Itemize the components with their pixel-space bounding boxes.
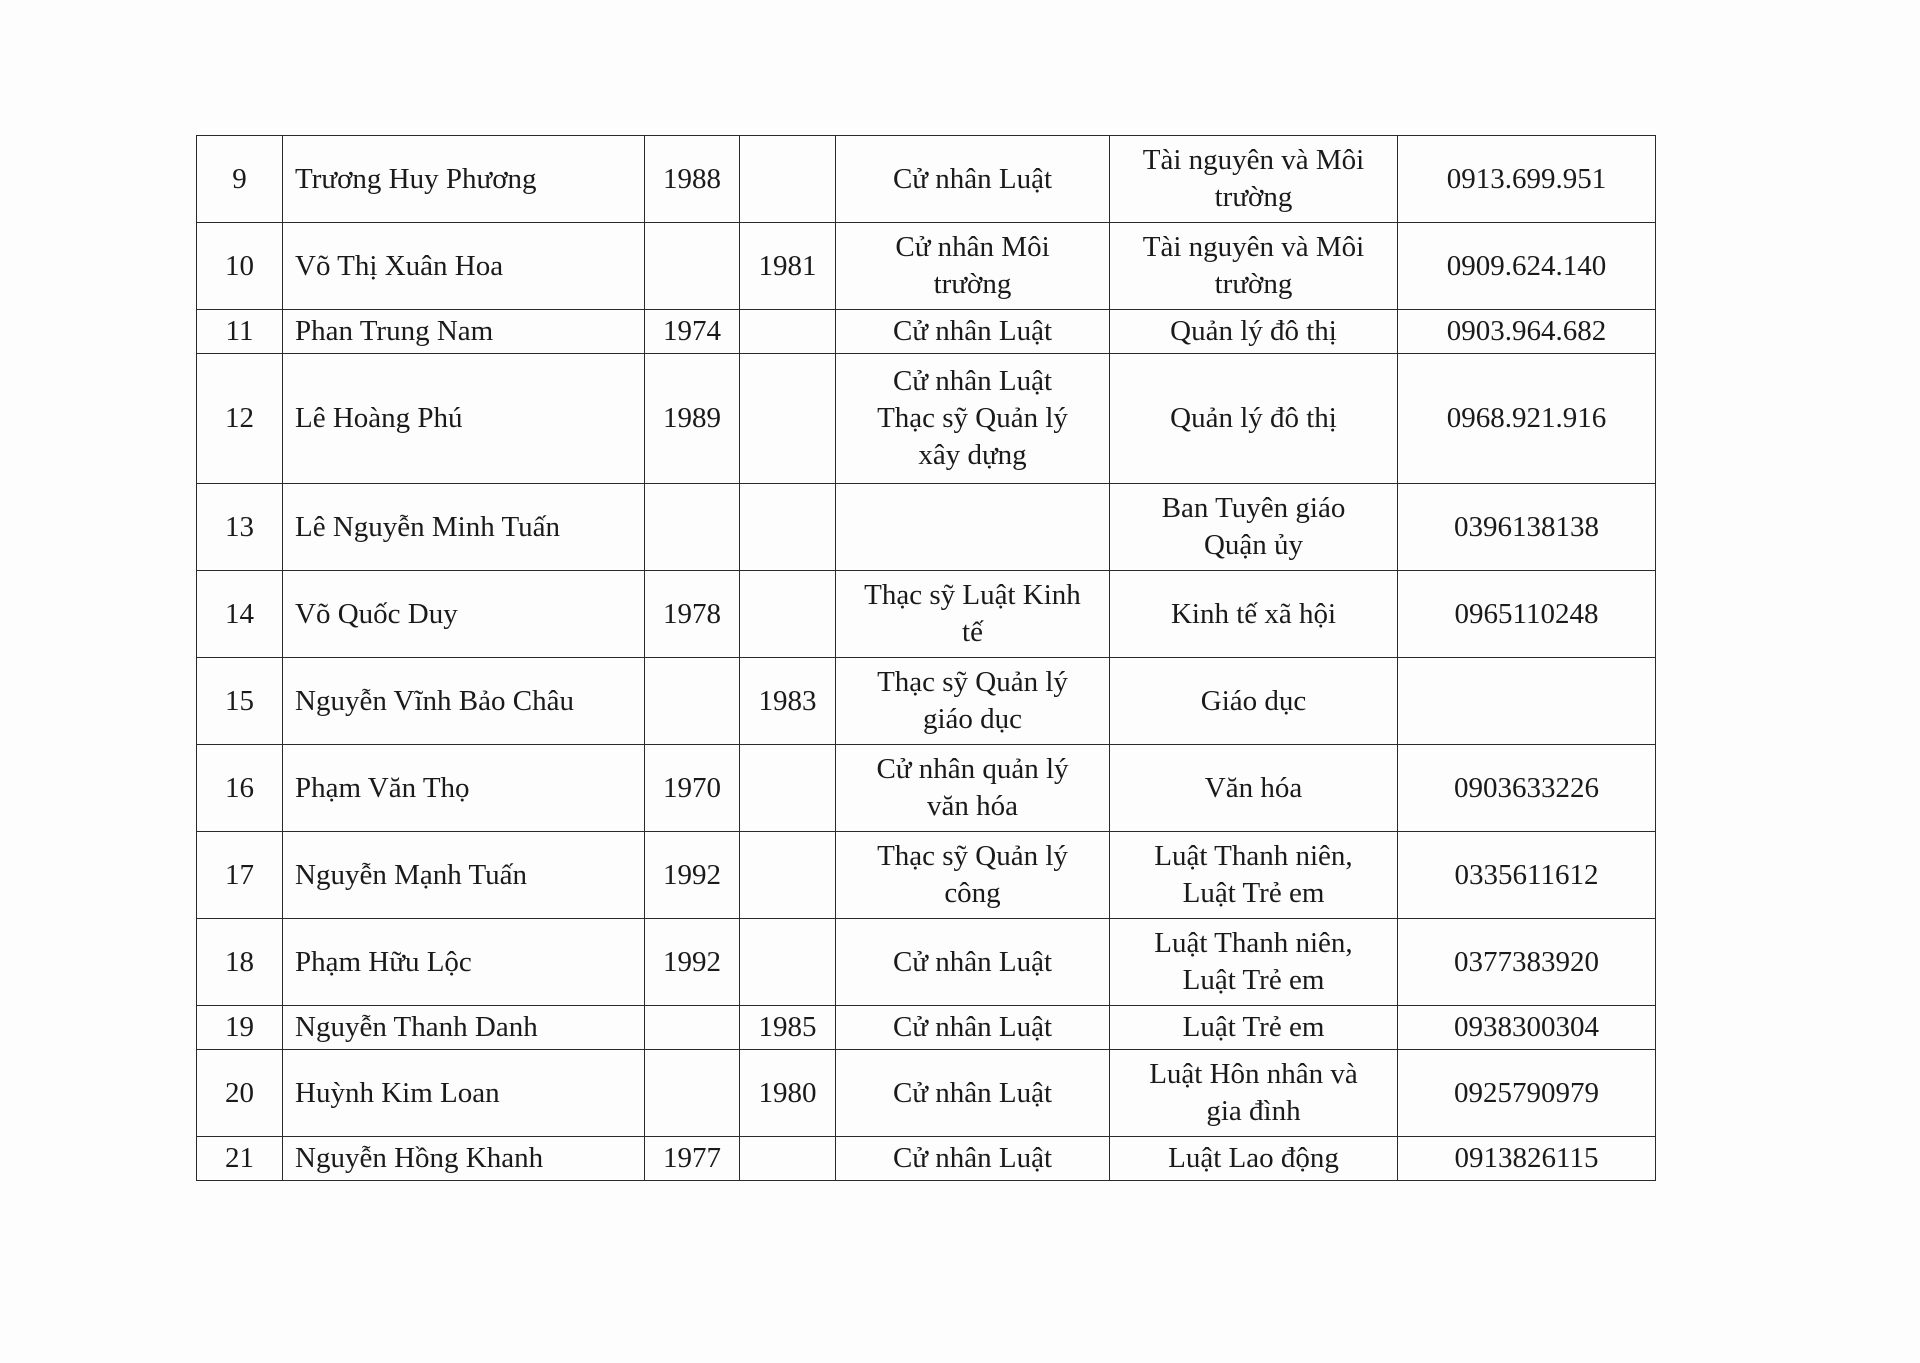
table-row xyxy=(197,136,1656,223)
table-row xyxy=(197,745,1656,832)
full-name-cell: Nguyễn Mạnh Tuấn xyxy=(283,832,645,919)
phone-cell: 0968.921.916 xyxy=(1398,354,1656,484)
phone-cell: 0965110248 xyxy=(1398,571,1656,658)
birth-year-female-cell: 1985 xyxy=(740,1006,836,1050)
full-name-cell: Võ Quốc Duy xyxy=(283,571,645,658)
qualification-cell: Cử nhân Luật Thạc sỹ Quản lý xây dựng xyxy=(836,354,1110,484)
row-number-cell: 11 xyxy=(197,310,283,354)
full-name-cell: Nguyễn Hồng Khanh xyxy=(283,1137,645,1181)
full-name-cell: Huỳnh Kim Loan xyxy=(283,1050,645,1137)
birth-year-male-cell xyxy=(645,484,740,571)
field-cell: Tài nguyên và Môi trường xyxy=(1110,223,1398,310)
full-name-cell: Nguyễn Vĩnh Bảo Châu xyxy=(283,658,645,745)
qualification-cell: Thạc sỹ Quản lý giáo dục xyxy=(836,658,1110,745)
field-cell: Tài nguyên và Môi trường xyxy=(1110,136,1398,223)
birth-year-female-cell xyxy=(740,832,836,919)
field-cell: Quản lý đô thị xyxy=(1110,310,1398,354)
birth-year-male-cell: 1992 xyxy=(645,919,740,1006)
table-row xyxy=(197,571,1656,658)
field-cell: Luật Hôn nhân và gia đình xyxy=(1110,1050,1398,1137)
birth-year-female-cell xyxy=(740,1137,836,1181)
birth-year-male-cell: 1970 xyxy=(645,745,740,832)
table-row xyxy=(197,832,1656,919)
qualification-cell: Cử nhân Luật xyxy=(836,310,1110,354)
row-number-cell: 10 xyxy=(197,223,283,310)
personnel-table xyxy=(196,135,1656,1181)
field-cell: Luật Thanh niên, Luật Trẻ em xyxy=(1110,919,1398,1006)
birth-year-male-cell: 1978 xyxy=(645,571,740,658)
birth-year-female-cell xyxy=(740,745,836,832)
row-number-cell: 19 xyxy=(197,1006,283,1050)
field-cell: Giáo dục xyxy=(1110,658,1398,745)
birth-year-male-cell: 1989 xyxy=(645,354,740,484)
birth-year-male-cell: 1992 xyxy=(645,832,740,919)
row-number-cell: 14 xyxy=(197,571,283,658)
birth-year-male-cell: 1977 xyxy=(645,1137,740,1181)
phone-cell: 0903633226 xyxy=(1398,745,1656,832)
full-name-cell: Phạm Văn Thọ xyxy=(283,745,645,832)
birth-year-female-cell: 1983 xyxy=(740,658,836,745)
birth-year-male-cell: 1988 xyxy=(645,136,740,223)
phone-cell: 0377383920 xyxy=(1398,919,1656,1006)
field-cell: Kinh tế xã hội xyxy=(1110,571,1398,658)
qualification-cell: Cử nhân Môi trường xyxy=(836,223,1110,310)
row-number-cell: 9 xyxy=(197,136,283,223)
qualification-cell: Thạc sỹ Luật Kinh tế xyxy=(836,571,1110,658)
full-name-cell: Lê Hoàng Phú xyxy=(283,354,645,484)
phone-cell: 0903.964.682 xyxy=(1398,310,1656,354)
table-row xyxy=(197,1137,1656,1181)
table-row xyxy=(197,919,1656,1006)
full-name-cell: Phan Trung Nam xyxy=(283,310,645,354)
birth-year-male-cell xyxy=(645,1050,740,1137)
table-row xyxy=(197,484,1656,571)
phone-cell: 0913826115 xyxy=(1398,1137,1656,1181)
full-name-cell: Trương Huy Phương xyxy=(283,136,645,223)
row-number-cell: 12 xyxy=(197,354,283,484)
field-cell: Quản lý đô thị xyxy=(1110,354,1398,484)
birth-year-male-cell xyxy=(645,658,740,745)
phone-cell: 0909.624.140 xyxy=(1398,223,1656,310)
qualification-cell: Cử nhân quản lý văn hóa xyxy=(836,745,1110,832)
phone-cell: 0925790979 xyxy=(1398,1050,1656,1137)
birth-year-female-cell xyxy=(740,919,836,1006)
birth-year-female-cell: 1980 xyxy=(740,1050,836,1137)
birth-year-male-cell xyxy=(645,1006,740,1050)
birth-year-male-cell xyxy=(645,223,740,310)
table-row xyxy=(197,354,1656,484)
row-number-cell: 13 xyxy=(197,484,283,571)
row-number-cell: 20 xyxy=(197,1050,283,1137)
full-name-cell: Phạm Hữu Lộc xyxy=(283,919,645,1006)
birth-year-female-cell xyxy=(740,484,836,571)
full-name-cell: Lê Nguyễn Minh Tuấn xyxy=(283,484,645,571)
qualification-cell: Thạc sỹ Quản lý công xyxy=(836,832,1110,919)
phone-cell: 0913.699.951 xyxy=(1398,136,1656,223)
qualification-cell: Cử nhân Luật xyxy=(836,1050,1110,1137)
qualification-cell: Cử nhân Luật xyxy=(836,1137,1110,1181)
birth-year-female-cell: 1981 xyxy=(740,223,836,310)
phone-cell: 0335611612 xyxy=(1398,832,1656,919)
row-number-cell: 17 xyxy=(197,832,283,919)
field-cell: Ban Tuyên giáo Quận ủy xyxy=(1110,484,1398,571)
qualification-cell: Cử nhân Luật xyxy=(836,136,1110,223)
phone-cell: 0938300304 xyxy=(1398,1006,1656,1050)
table-row xyxy=(197,658,1656,745)
full-name-cell: Nguyễn Thanh Danh xyxy=(283,1006,645,1050)
qualification-cell: Cử nhân Luật xyxy=(836,919,1110,1006)
row-number-cell: 16 xyxy=(197,745,283,832)
table-row xyxy=(197,310,1656,354)
qualification-cell xyxy=(836,484,1110,571)
table-row xyxy=(197,223,1656,310)
phone-cell xyxy=(1398,658,1656,745)
full-name-cell: Võ Thị Xuân Hoa xyxy=(283,223,645,310)
qualification-cell: Cử nhân Luật xyxy=(836,1006,1110,1050)
table-row xyxy=(197,1050,1656,1137)
field-cell: Luật Trẻ em xyxy=(1110,1006,1398,1050)
birth-year-female-cell xyxy=(740,136,836,223)
birth-year-female-cell xyxy=(740,354,836,484)
birth-year-female-cell xyxy=(740,310,836,354)
field-cell: Luật Thanh niên, Luật Trẻ em xyxy=(1110,832,1398,919)
row-number-cell: 15 xyxy=(197,658,283,745)
birth-year-female-cell xyxy=(740,571,836,658)
row-number-cell: 21 xyxy=(197,1137,283,1181)
table-row xyxy=(197,1006,1656,1050)
row-number-cell: 18 xyxy=(197,919,283,1006)
phone-cell: 0396138138 xyxy=(1398,484,1656,571)
birth-year-male-cell: 1974 xyxy=(645,310,740,354)
field-cell: Luật Lao động xyxy=(1110,1137,1398,1181)
field-cell: Văn hóa xyxy=(1110,745,1398,832)
table-body xyxy=(197,136,1656,1181)
